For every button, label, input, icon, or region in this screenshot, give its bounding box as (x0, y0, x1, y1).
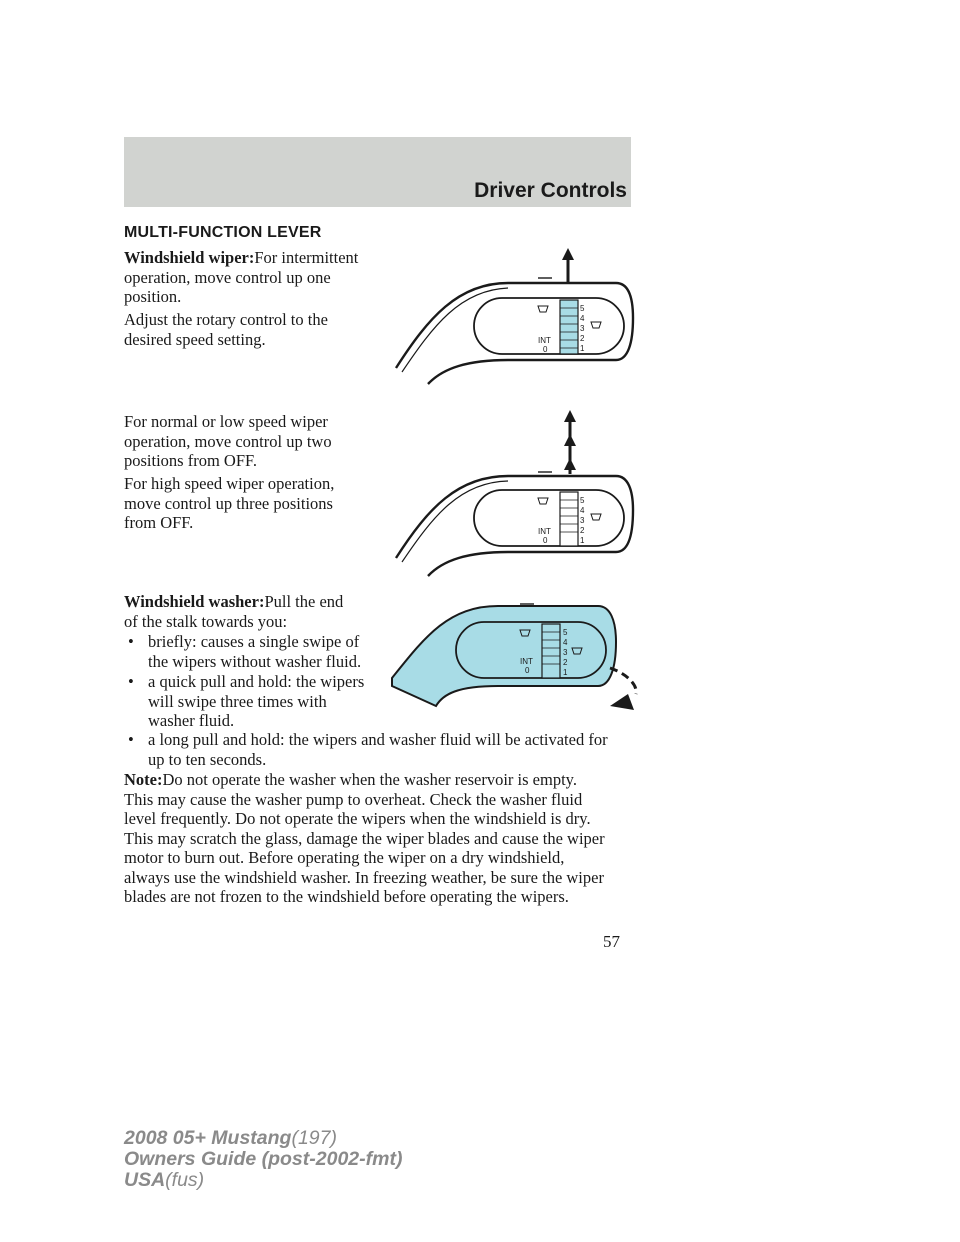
bullet-text (148, 632, 361, 671)
washer-text: Pull the end (264, 592, 344, 611)
bullet-line: washer fluid. (148, 711, 235, 730)
wiper-paragraph-1 (124, 248, 358, 307)
washer-paragraph (124, 592, 343, 631)
list-item (128, 632, 388, 672)
section-title: Driver Controls (474, 179, 627, 202)
page-number: 57 (603, 932, 620, 951)
footer-guide: Owners Guide (post-2002-fmt) (124, 1148, 403, 1170)
speed-label: 3 (580, 324, 585, 333)
bullet-symbol: • (128, 632, 134, 651)
bullet-line: a quick pull and hold: the wipers (148, 672, 365, 691)
wiper-lead: Windshield wiper: (124, 248, 255, 267)
wiper-text-2-line-2: desired speed setting. (124, 329, 266, 349)
footer (124, 1128, 402, 1191)
note-line-7: blades are not frozen to the windshield before operating the wipers. (124, 887, 569, 906)
list-item (128, 730, 648, 770)
wiper-text-1-line-3: position. (124, 287, 182, 306)
wiper-paragraph-2 (124, 310, 328, 349)
wiper-text-2-line-1: Adjust the rotary control to the (124, 310, 328, 329)
note-line-6: always use the windshield washer. In freezing weather, be sure the wiper (124, 867, 604, 887)
speed-label: 1 (580, 344, 585, 353)
bullet-symbol: • (128, 672, 134, 691)
note-lead: Note: (124, 770, 163, 789)
arrow-up-icon (564, 434, 576, 446)
speed-label: 5 (563, 628, 568, 637)
int-label: INT (538, 527, 551, 536)
figure-wiper-up-one (388, 248, 638, 396)
footer-model-code: (197) (291, 1127, 337, 1149)
note-line-4: This may scratch the glass, damage the wiper blades and cause the wiper (124, 828, 605, 848)
note-paragraph (124, 770, 605, 907)
wiper-paragraph-4 (124, 474, 334, 533)
heading-multi-function-lever: MULTI-FUNCTION LEVER (124, 224, 322, 241)
washer-lead: Windshield washer: (124, 592, 265, 611)
wiper-text-3-line-1: For normal or low speed wiper (124, 412, 328, 431)
bullet-line: the wipers without washer fluid. (148, 651, 362, 671)
note-line-3: level frequently. Do not operate the wipers when the windshield is dry. (124, 809, 591, 828)
wiper-text-3-line-2: operation, move control up two (124, 431, 332, 451)
header-band (124, 137, 631, 207)
bullet-line: up to ten seconds. (148, 749, 267, 769)
wiper-icon (538, 306, 548, 312)
bullet-line: briefly: causes a single swipe of (148, 632, 360, 651)
bullet-line: will swipe three times with (148, 691, 327, 711)
wiper-text-4-line-1: For high speed wiper operation, (124, 474, 335, 493)
wiper-text-3-line-3: positions from OFF. (124, 451, 257, 470)
zero-label: 0 (543, 345, 548, 354)
footer-market-code: (fus) (165, 1169, 205, 1191)
footer-model: 2008 05+ Mustang (124, 1127, 292, 1149)
zero-label: 0 (543, 536, 548, 545)
wiper-paragraph-3 (124, 412, 332, 471)
speed-label: 2 (580, 334, 585, 343)
bullet-symbol: • (128, 730, 134, 749)
wiper-text-1-line-2: operation, move control up one (124, 267, 331, 287)
speed-label: 4 (580, 314, 585, 323)
wiper-text-4-line-3: from OFF. (124, 513, 194, 532)
speed-label: 5 (580, 496, 585, 505)
bullet-text (148, 672, 364, 731)
bullet-line: a long pull and hold: the wipers and washer fluid will be activated for (148, 730, 608, 749)
washer-icon (591, 322, 601, 328)
int-label: INT (538, 336, 551, 345)
list-item (128, 672, 388, 732)
note-line-2: This may cause the washer pump to overheat. Check the washer fluid (124, 789, 583, 809)
speed-label: 3 (563, 648, 568, 657)
speed-label: 1 (563, 668, 568, 677)
note-line-1: Do not operate the washer when the washer reservoir is empty. (162, 770, 577, 789)
speed-label: 5 (580, 304, 585, 313)
bullet-text (148, 730, 608, 769)
washer-text-line-2: of the stalk towards you: (124, 611, 288, 631)
wiper-icon (538, 498, 548, 504)
zero-label: 0 (525, 666, 530, 675)
speed-label: 2 (580, 526, 585, 535)
speed-label: 4 (563, 638, 568, 647)
arrow-up-icon (564, 410, 576, 422)
speed-label: 1 (580, 536, 585, 545)
wiper-text-4-line-2: move control up three positions (124, 493, 333, 513)
figure-washer-pull (388, 598, 643, 718)
speed-label: 4 (580, 506, 585, 515)
speed-label: 2 (563, 658, 568, 667)
arrow-up-icon (562, 248, 574, 260)
washer-icon (591, 514, 601, 520)
int-label: INT (520, 657, 533, 666)
arrow-pull-icon (610, 694, 634, 710)
speed-label: 3 (580, 516, 585, 525)
figure-wiper-up-two-three (388, 410, 638, 580)
note-line-5: motor to burn out. Before operating the wiper on a dry windshield, (124, 848, 565, 867)
footer-market: USA (124, 1169, 166, 1191)
wiper-text-1: For intermittent (254, 248, 359, 267)
arrow-up-icon (564, 458, 576, 470)
